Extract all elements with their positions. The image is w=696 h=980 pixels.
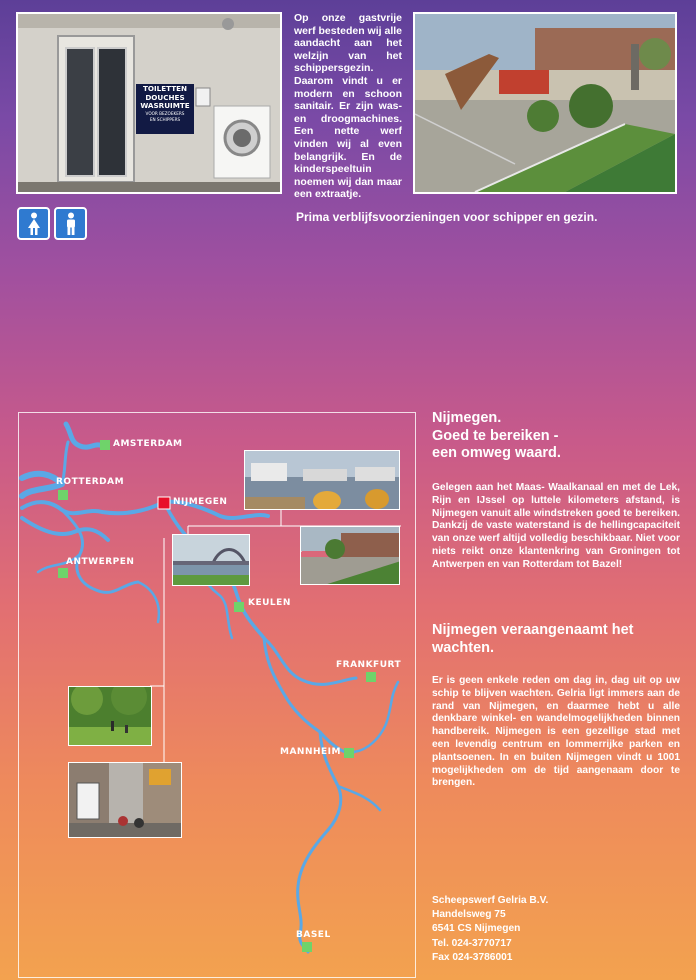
marker-rotterdam: [58, 490, 68, 500]
shopping-street-photo: [68, 762, 182, 838]
postal-city: 6541 CS Nijmegen: [432, 923, 521, 935]
city-label-amsterdam: AMSTERDAM: [113, 439, 183, 449]
heading-line: Nijmegen.: [432, 410, 502, 426]
playground-photo: [413, 12, 677, 194]
sign-text: [137, 85, 193, 122]
intro-text: Op onze gastvrije werf besteden wij alle aandacht aan het welzijn van het schippersgezin. Daarom vindt u er modern en schoon sanitair. Er zijn was- en droogmachines. Een nette werf vinden wij al even belangrijk. En de kinderspeeltuin noemen wij dan maar een extraatje.: [294, 12, 402, 201]
phone-number: Tel. 024-3770717: [432, 937, 512, 949]
marker-antwerpen: [58, 568, 68, 578]
marker-nijmegen: [158, 497, 170, 509]
marker-basel: [302, 942, 312, 952]
playground-scene: [415, 14, 675, 192]
company-address: [432, 894, 548, 965]
city-label-rotterdam: ROTTERDAM: [56, 477, 125, 487]
sign-line: VOOR BEZOEKERS: [145, 110, 185, 116]
city-label-frankfurt: FRANKFURT: [336, 660, 402, 670]
female-toilet-icon: [17, 207, 50, 240]
sign-line: WASRUIMTE: [140, 101, 190, 111]
ships-photo: [244, 450, 400, 510]
street-address: Handelsweg 75: [432, 909, 506, 921]
wharf-photo: [300, 526, 400, 585]
sign-line: EN SCHIPPERS: [149, 116, 181, 122]
facilities-caption: Prima verblijfsvoorzieningen voor schipper en gezin.: [296, 210, 598, 224]
section2-heading: [432, 622, 682, 657]
heading-line: Nijmegen veraangenaamt het: [432, 622, 634, 638]
sign-line: TOILETTEN: [142, 84, 188, 93]
sanitary-photo: [16, 12, 282, 194]
city-label-basel: BASEL: [296, 930, 331, 940]
marker-amsterdam: [100, 440, 110, 450]
marker-frankfurt: [366, 672, 376, 682]
section1-body: Gelegen aan het Maas- Waalkanaal en met de Lek, Rijn en IJssel op luttele kilometers afstand, is Nijmegen vanuit alle windstreken goed te bereiken. Dankzij de vaste waterstand is de hellingcapaciteit van onze werf altijd volledig beschikbaar. Niet voor niets reikt onze klantenkring van Groningen tot Antwerpen en van Rotterdam tot Bazel!: [432, 482, 680, 570]
fax-number: Fax 024-3786001: [432, 951, 513, 963]
heading-line: wachten.: [432, 639, 495, 656]
toilet-icons: [17, 207, 87, 240]
city-label-antwerpen: ANTWERPEN: [66, 557, 135, 567]
male-toilet-icon: [54, 207, 87, 240]
company-name: Scheepswerf Gelria B.V.: [432, 895, 549, 906]
section1-heading: [432, 410, 682, 463]
park-photo: [68, 686, 152, 746]
city-label-keulen: KEULEN: [248, 598, 291, 608]
marker-keulen: [234, 602, 244, 612]
heading-line: een omweg waard.: [432, 445, 561, 461]
bridge-photo: [172, 534, 250, 586]
city-label-mannheim: MANNHEIM: [280, 747, 341, 757]
heading-line: Goed te bereiken -: [432, 427, 559, 444]
section2-body: Er is geen enkele reden om dag in, dag uit op uw schip te blijven wachten. Gelria ligt immers aan de rand van Nijmegen, en daarmee hebt u alle denkbare winkel- en wandelmogelijkheden binnen handbereik. Nijmegen is een gezellige stad met een levendig centrum en lommerrijke parken en plantsoenen. In en buiten Nijmegen vindt u 1001 mogelijkheden om de tijd aangenaam door te brengen.: [432, 675, 680, 789]
city-label-nijmegen: NIJMEGEN: [173, 497, 228, 507]
marker-mannheim: [344, 748, 354, 758]
sign-line: DOUCHES: [145, 92, 185, 102]
